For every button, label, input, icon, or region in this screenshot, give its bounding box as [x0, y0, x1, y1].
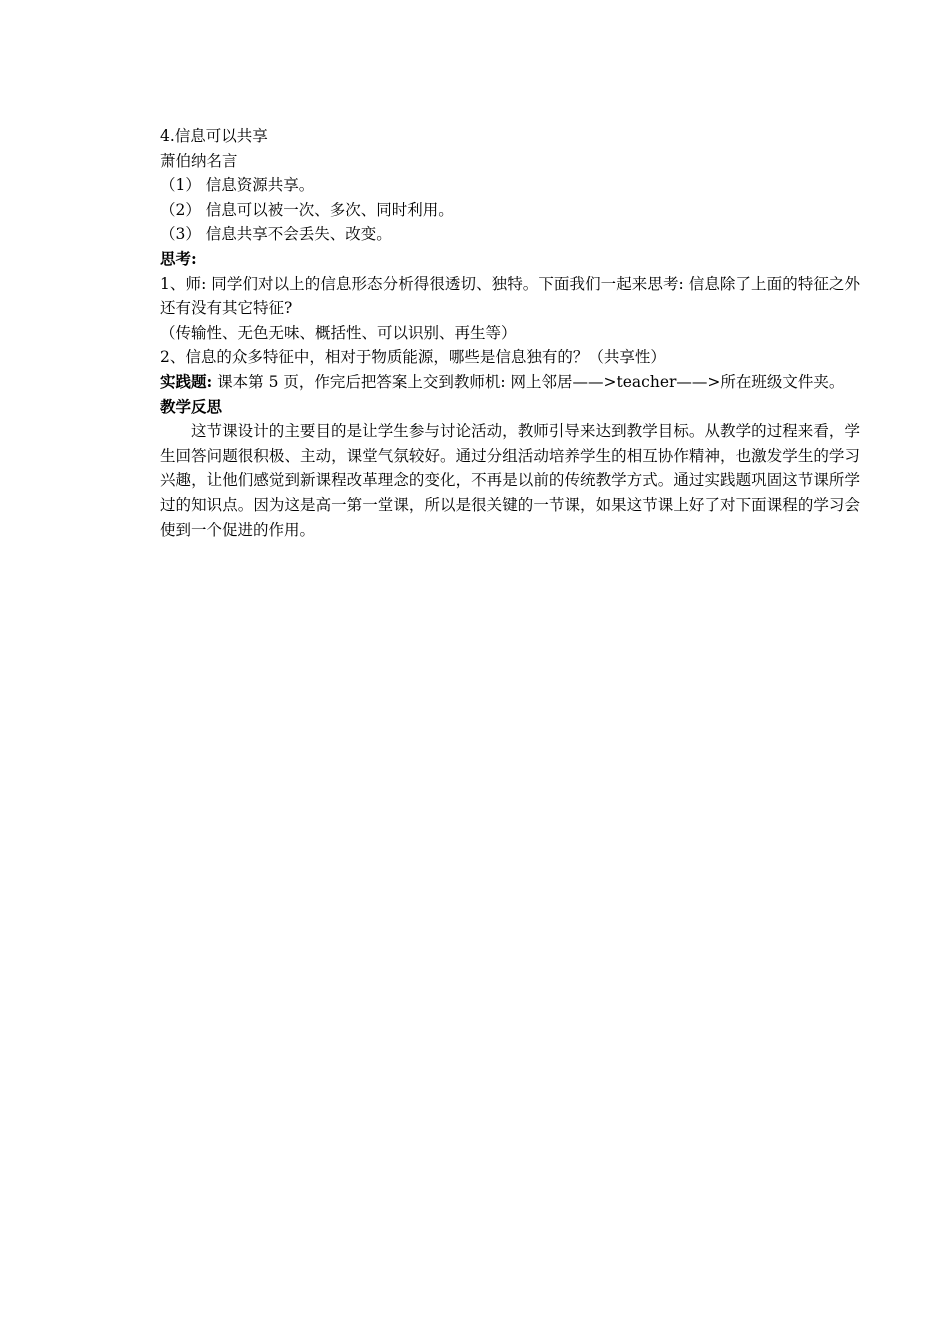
reflection-heading: 教学反思 — [160, 396, 223, 416]
practice-paragraph — [160, 370, 860, 395]
thinking-answer-1: （传输性、无色无味、概括性、可以识别、再生等） — [160, 323, 517, 342]
list-item: （1） 信息资源共享。 — [160, 176, 315, 195]
list-item: （2） 信息可以被一次、多次、同时利用。 — [160, 200, 454, 219]
quote-title: 萧伯纳名言 — [160, 151, 238, 170]
reflection-body: 这节课设计的主要目的是让学生参与讨论活动，教师引导来达到教学目标。从教学的过程来看，学生回答问题很积极、主动，课堂气氛较好。通过分组活动培养学生的相互协作精神，也激发学生的学习兴趣，让他们感觉到新课程改革理念的变化，不再是以前的传统教学方式。通过实践题巩固这节课所学过的知识点。因为这是高一第一堂课，所以是很关键的一节课，如果这节课上好了对下面课程的学习会使到一个促进的作用。 — [160, 422, 860, 539]
thinking-label: 思考: — [160, 248, 197, 268]
practice-text: 课本第 5 页，作完后把答案上交到教师机: 网上邻居——>teacher——>所在班级文件夹。 — [212, 372, 845, 391]
practice-label: 实践题: — [160, 371, 213, 391]
thinking-question-1: 1、师: 同学们对以上的信息形态分析得很透切、独特。下面我们一起来思考: 信息除了上面的特征之外还有没有其它特征? — [160, 274, 860, 318]
list-item: （3） 信息共享不会丢失、改变。 — [160, 225, 392, 244]
document-page — [160, 124, 860, 542]
thinking-question-2: 2、信息的众多特征中，相对于物质能源，哪些是信息独有的？（共享性） — [160, 348, 666, 367]
section-heading: 4.信息可以共享 — [160, 127, 268, 145]
